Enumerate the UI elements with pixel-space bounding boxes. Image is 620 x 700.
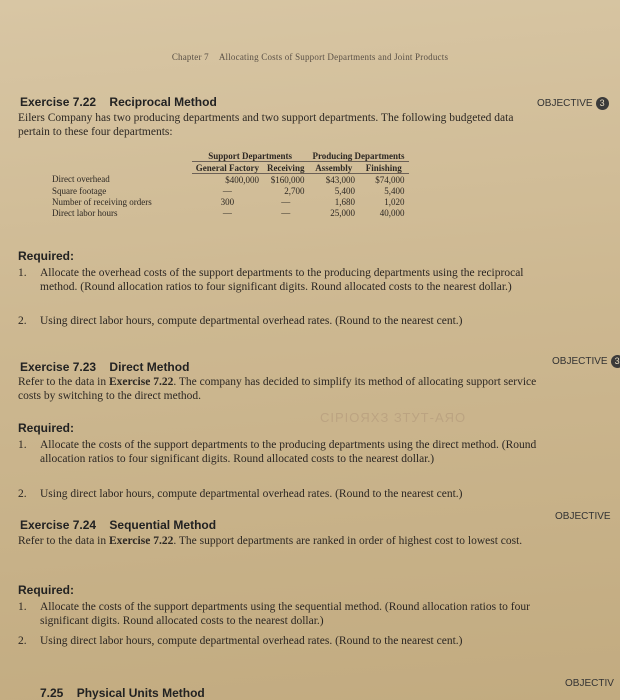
table-cell: 25,000 — [330, 207, 356, 218]
intro-text: Refer to the data in — [18, 376, 110, 388]
intro-text: Refer to the data in — [18, 535, 110, 547]
table-cell: $400,000 — [225, 174, 259, 185]
required-item — [18, 314, 538, 328]
column-header: Receiving — [263, 162, 309, 174]
required-item — [18, 438, 543, 466]
objective-badge-723 — [552, 355, 620, 368]
item-number: 2. — [18, 488, 27, 500]
exercise-722-heading — [20, 95, 217, 109]
exercise-reference: Exercise 7.22 — [109, 535, 174, 547]
objective-badge-724 — [555, 511, 611, 522]
column-header: General Factory — [192, 162, 263, 174]
item-number: 1. — [18, 267, 27, 279]
exercise-reference: Exercise 7.22 — [109, 376, 174, 388]
required-heading-724: Required: — [18, 583, 75, 597]
table-cell: — — [222, 185, 232, 196]
required-heading-722: Required: — [18, 249, 75, 263]
item-number: 1. — [18, 601, 27, 613]
table-cell: — — [281, 207, 291, 218]
item-text: Using direct labor hours, compute departmental overhead rates. (Round to the nearest cent.) — [40, 315, 463, 327]
intro-text: . The support departments are ranked in order of highest cost to lowest cost. — [173, 535, 523, 547]
objective-number: 3 — [611, 355, 620, 368]
exercise-number: Exercise 7.22 — [20, 95, 97, 109]
table-cell: $43,000 — [325, 174, 356, 185]
table-row — [48, 185, 409, 196]
exercise-title: Sequential Method — [109, 518, 217, 532]
required-item — [18, 634, 548, 648]
intro-text: . The company has decided to simplify its method of allocating support service costs by switching to the direct method. — [18, 376, 537, 402]
table-cell: 5,400 — [384, 185, 405, 196]
item-text: Allocate the costs of the support departments to the producing departments using the direct method. (Round allocation ratios to four significant digits. Round allocated costs to the nearest dollar.) — [40, 439, 537, 465]
table-row — [48, 207, 409, 218]
item-text: Using direct labor hours, compute departmental overhead rates. (Round to the nearest cent.) — [40, 488, 463, 500]
exercise-724-heading — [20, 518, 216, 532]
item-text: Using direct labor hours, compute departmental overhead rates. (Round to the nearest cent.) — [40, 635, 463, 647]
row-label: Number of receiving orders — [52, 196, 152, 207]
exercise-722-intro: Eilers Company has two producing departments and two support departments. The following budgeted data pertain to these four departments: — [18, 112, 514, 138]
page-header — [0, 52, 620, 62]
table-cell: — — [222, 207, 232, 218]
exercise-title: Direct Method — [109, 360, 190, 374]
table-cell: — — [281, 196, 291, 207]
table-cell: 5,400 — [334, 185, 356, 196]
required-heading-723: Required: — [18, 421, 75, 435]
item-number: 2. — [18, 635, 27, 647]
exercise-number: Exercise 7.23 — [20, 360, 97, 374]
exercise-title: Physical Units Method — [76, 686, 205, 700]
table-cell: $160,000 — [270, 174, 305, 185]
table-cell: 40,000 — [379, 207, 405, 218]
required-item — [18, 266, 538, 294]
table-cell: $74,000 — [375, 174, 405, 185]
column-header: Finishing — [359, 162, 409, 174]
objective-label: OBJECTIVE — [537, 98, 593, 109]
table-cell: 1,680 — [334, 196, 356, 207]
objective-badge-725 — [565, 678, 614, 689]
budget-data-table — [48, 150, 409, 218]
chapter-title: Allocating Costs of Support Departments and Joint Products — [218, 52, 449, 62]
column-header: Assembly — [308, 162, 359, 174]
bleed-through-text: CIPIOЯXЗ ЗТУТ-АЯО — [320, 410, 467, 425]
exercise-number: 7.25 — [40, 686, 64, 700]
table-cell: 2,700 — [284, 185, 305, 196]
table-cell: 300 — [220, 196, 235, 207]
exercise-title: Reciprocal Method — [109, 95, 217, 109]
group-header-producing: Producing Departments — [308, 150, 408, 162]
item-text: Allocate the costs of the support departments using the sequential method. (Round allocation ratios to four significant digits. Round allocated costs to the nearest dollar.) — [40, 601, 530, 627]
row-label: Direct labor hours — [52, 207, 118, 218]
exercise-723-heading — [20, 360, 189, 374]
exercise-724-intro — [18, 534, 543, 548]
required-item — [18, 487, 543, 501]
objective-label: OBJECTIV — [565, 678, 614, 689]
row-label: Direct overhead — [52, 174, 110, 185]
objective-label: OBJECTIVE — [555, 511, 611, 522]
objective-number: 3 — [596, 97, 609, 110]
table-row — [48, 196, 409, 207]
chapter-label: Chapter 7 — [171, 52, 209, 62]
exercise-723-intro — [18, 375, 538, 403]
row-label: Square footage — [52, 185, 107, 196]
objective-badge-722 — [537, 97, 609, 110]
required-item — [18, 600, 548, 628]
table-cell: 1,020 — [384, 196, 405, 207]
group-header-support: Support Departments — [192, 150, 309, 162]
exercise-number: Exercise 7.24 — [20, 518, 97, 532]
exercise-725-heading — [20, 686, 205, 700]
objective-label: OBJECTIVE — [552, 356, 608, 367]
table-row — [48, 174, 409, 186]
item-text: Allocate the overhead costs of the support departments to the producing departments using the reciprocal method. (Round allocation ratios to four significant digits. Round allocated costs to the nearest dollar.) — [40, 267, 524, 293]
item-number: 2. — [18, 315, 27, 327]
item-number: 1. — [18, 439, 27, 451]
